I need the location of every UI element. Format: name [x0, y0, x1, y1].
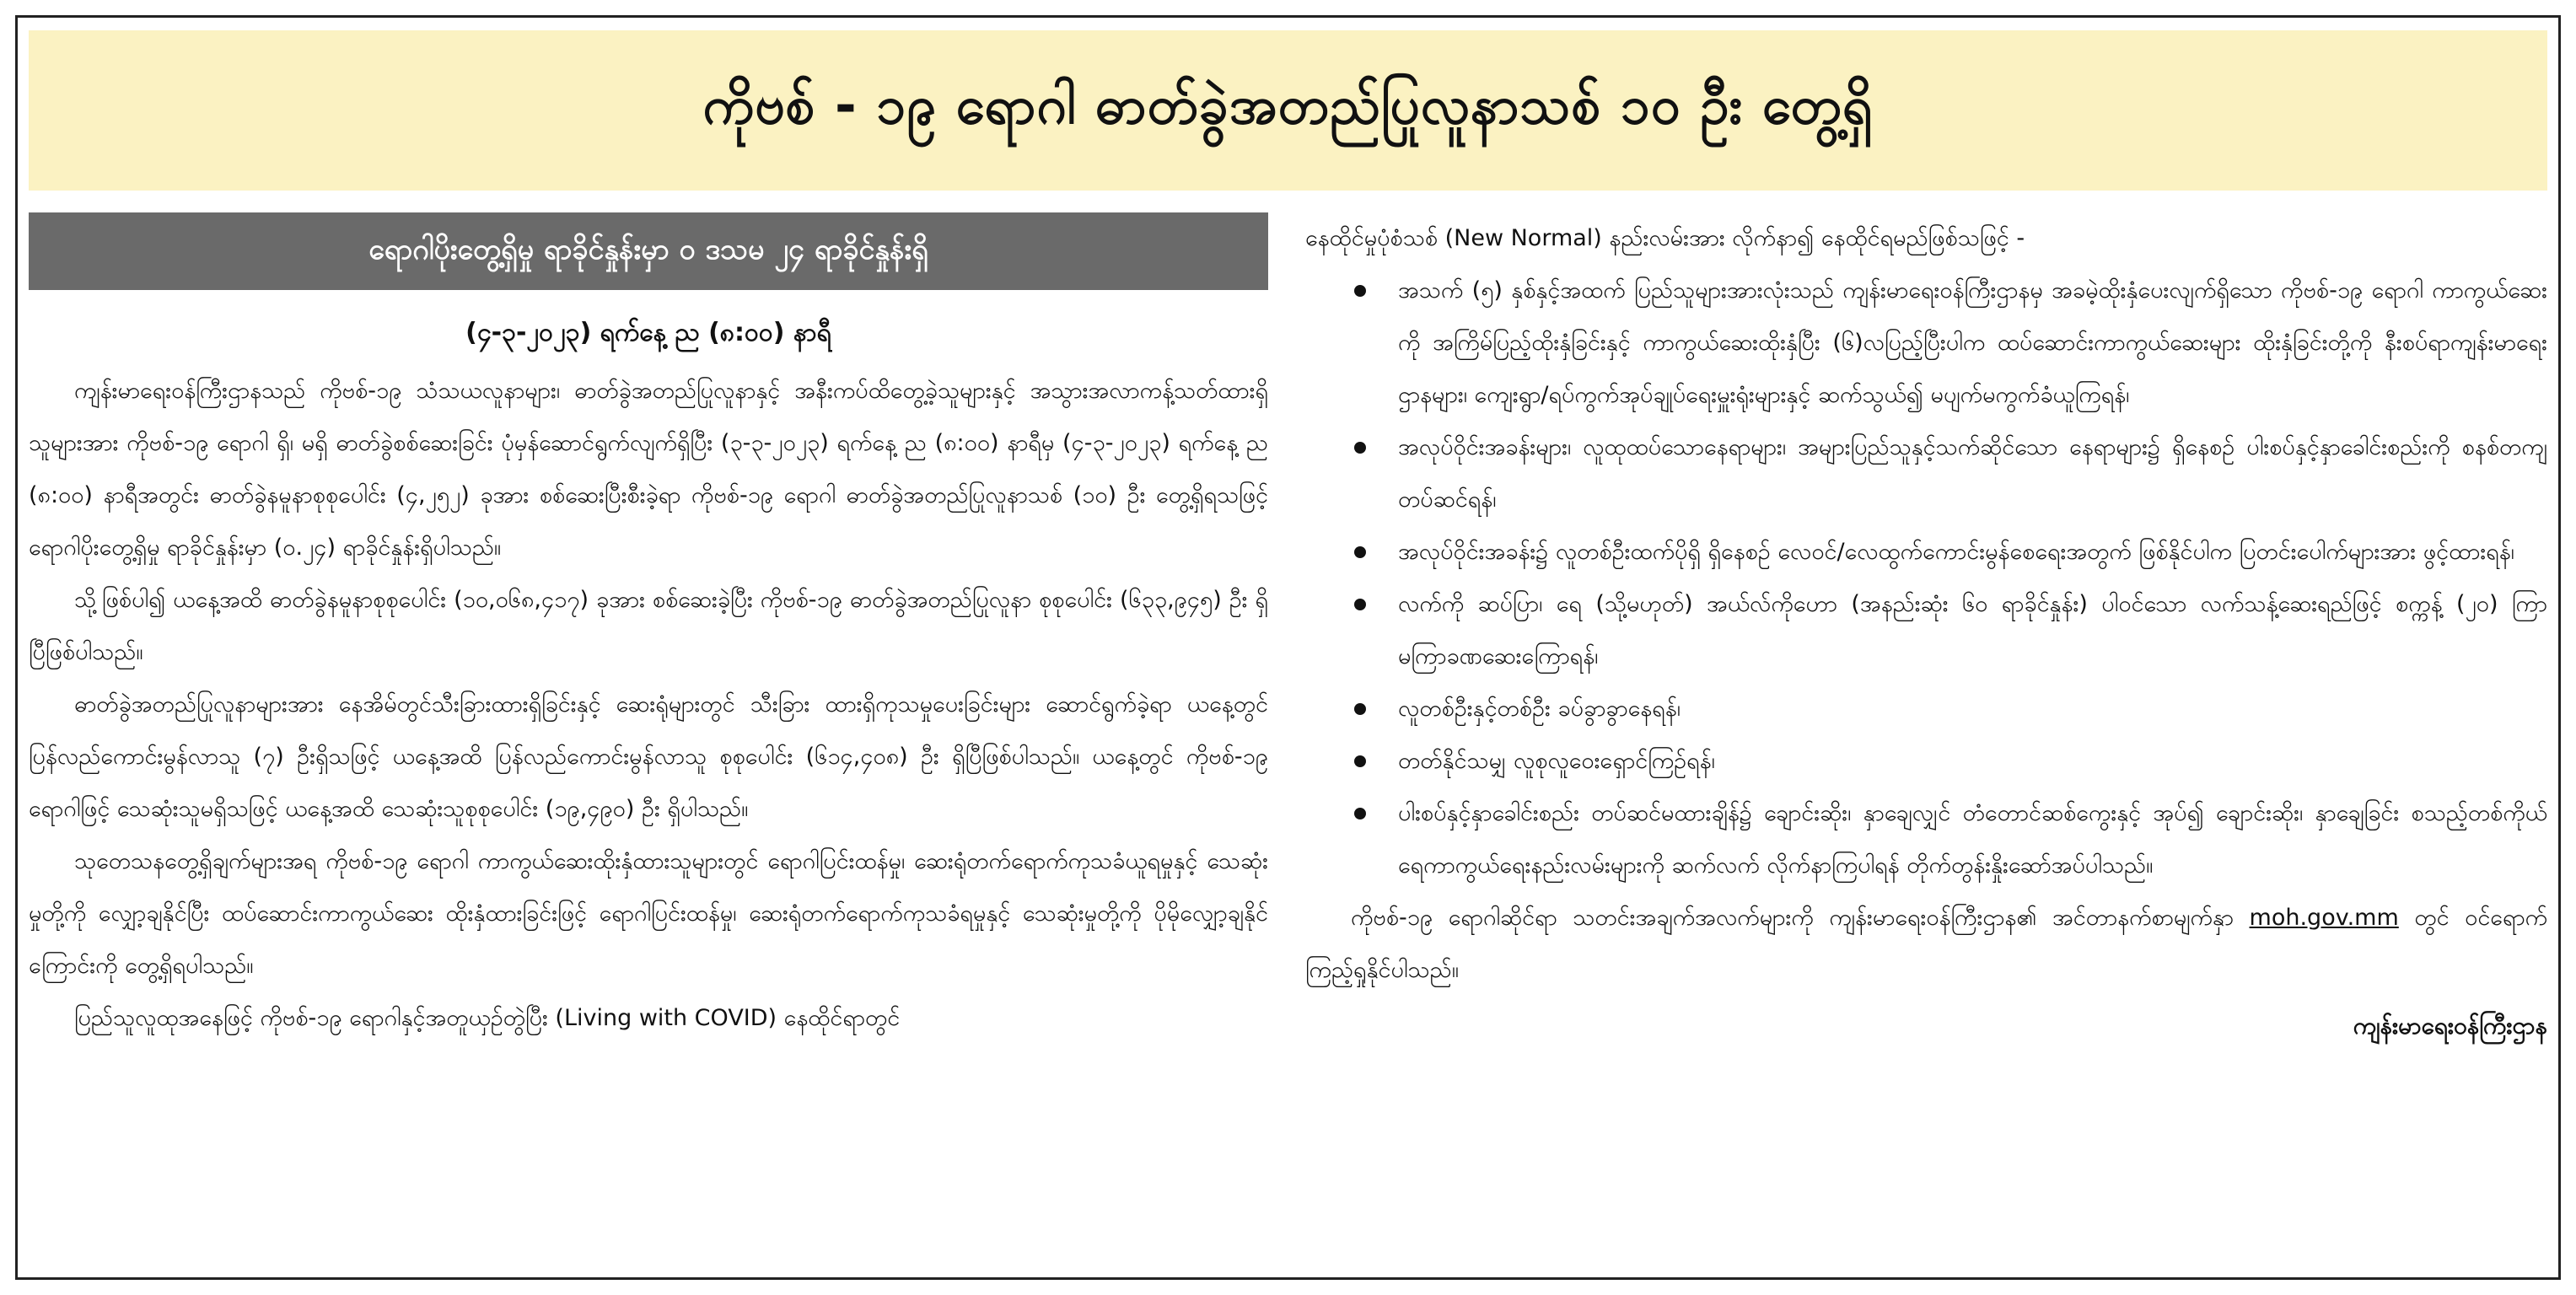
bullet-icon: [1354, 442, 1366, 454]
subheadline: ရောဂါပိုးတွေ့ရှိမှု ရာခိုင်နှုန်းမှာ ၀ ဒသမ ၂၄ ရာခိုင်နှုန်းရှိ: [368, 232, 928, 266]
bullet-icon: [1354, 546, 1366, 558]
list-item: [1305, 735, 2547, 787]
list-item: [1305, 422, 2547, 526]
paragraph-living-with-covid: ပြည်သူလူထုအနေဖြင့် ကိုဗစ်-၁၉ ရောဂါနှင့်အတူယှဉ်တွဲပြီး (Living with COVID) နေထိုင်ရာတွင်: [74, 1005, 901, 1031]
paragraph-recovery: ဓာတ်ခွဲအတည်ပြုလူနာများအား နေအိမ်တွင်သီးခြားထားရှိခြင်းနှင့် ဆေးရုံများတွင် သီးခြား ထားရှိကုသမှုပေးခြင်းများ ဆောင်ရွက်ခဲ့ရာ ယနေ့တွင် ပြန်လည်ကောင်းမွန်လာသူ (၇) ဦးရှိသဖြင့် ယနေ့အထိ ပြန်လည်ကောင်းမွန်လာသူ စုစုပေါင်း (၆၁၄,၄၀၈) ဦး ရှိပြီဖြစ်ပါသည်။ ယနေ့တွင် ကိုဗစ်-၁၉ ရောဂါဖြင့် သေဆုံးသူမရှိသဖြင့် ယနေ့အထိ သေဆုံးသူစုစုပေါင်း (၁၉,၄၉၀) ဦး ရှိပါသည်။: [29, 691, 1268, 822]
list-item: [1305, 787, 2547, 892]
list-item-text: အလုပ်ဝိုင်းအခန်းများ၊ လူထုထပ်သောနေရာများ၊ အများပြည်သူနှင့်သက်ဆိုင်သော နေရာများ၌ ရှိနေစဉ် ပါးစပ်နှင့်နှာခေါင်းစည်းကို စနစ်တကျတပ်ဆင်ရန်၊: [1398, 434, 2547, 513]
closing-paragraph: [1305, 892, 2547, 997]
list-item: [1305, 578, 2547, 683]
subheadline-bar: [29, 212, 1268, 290]
signature: ကျန်းမာရေးဝန်ကြီးဌာန: [2353, 1012, 2547, 1040]
bullet-icon: [1354, 808, 1366, 819]
right-column: [1305, 212, 2547, 1266]
headline-banner: [29, 30, 2547, 191]
list-item-text: ပါးစပ်နှင့်နှာခေါင်းစည်း တပ်ဆင်မထားချိန်၌ ချောင်းဆိုး၊ နှာချေလျှင် တံတောင်ဆစ်ကွေးနှင့် အုပ်၍ ချောင်းဆိုး၊ နှာချေခြင်း စသည့်တစ်ကိုယ်ရေကာကွယ်ရေးနည်းလမ်းများကို ဆက်လက် လိုက်နာကြပါရန် တိုက်တွန်းနှိုးဆော်အပ်ပါသည်။: [1398, 800, 2547, 879]
bullet-icon: [1354, 755, 1366, 767]
website-link[interactable]: moh.gov.mm: [2249, 905, 2399, 931]
list-item-text: အလုပ်ဝိုင်းအခန်း၌ လူတစ်ဦးထက်ပိုရှိ ရှိနေစဉ် လေဝင်/လေထွက်ကောင်းမွန်စေရေးအတွက် ဖြစ်နိုင်ပါက ပြတင်းပေါက်များအား ဖွင့်ထားရန်၊: [1398, 539, 2514, 565]
list-item: [1305, 683, 2547, 735]
paragraph-totals: သို့ဖြစ်ပါ၍ ယနေ့အထိ ဓာတ်ခွဲနမူနာစုစုပေါင်း (၁၀,၀၆၈,၄၁၇) ခုအား စစ်ဆေးခဲ့ပြီး ကိုဗစ်-၁၉ ဓာတ်ခွဲအတည်ပြုလူနာ စုစုပေါင်း (၆၃၃,၉၄၅) ဦး ရှိပြီဖြစ်ပါသည်။: [29, 587, 1268, 665]
bullet-icon: [1354, 599, 1366, 610]
closing-text-start: ကိုဗစ်-၁၉ ရောဂါဆိုင်ရာ သတင်းအချက်အလက်များကို ကျန်းမာရေးဝန်ကြီးဌာန၏ အင်တာနက်စာမျက်နှာ: [1351, 905, 2250, 931]
list-item-text: အသက် (၅) နှစ်နှင့်အထက် ပြည်သူများအားလုံးသည် ကျန်းမာရေးဝန်ကြီးဌာနမှ အခမဲ့ထိုးနှံပေးလျက်ရှိသော ကိုဗစ်-၁၉ ရောဂါ ကာကွယ်ဆေးကို အကြိမ်ပြည့်ထိုးနှံခြင်းနှင့် ကာကွယ်ဆေးထိုးနှံပြီး (၆)လပြည့်ပြီးပါက ထပ်ဆောင်းကာကွယ်ဆေးများ ထိုးနှံခြင်းတို့ကို နီးစပ်ရာကျန်းမာရေးဌာနများ၊ ကျေးရွာ/ရပ်ကွက်အုပ်ချုပ်ရေးမှူးရုံးများနှင့် ဆက်သွယ်၍ မပျက်မကွက်ခံယူကြရန်၊: [1398, 277, 2547, 408]
left-column: [29, 212, 1268, 1266]
paragraph-research: သုတေသနတွေ့ရှိချက်များအရ ကိုဗစ်-၁၉ ရောဂါ ကာကွယ်ဆေးထိုးနှံထားသူများတွင် ရောဂါပြင်းထန်မှု၊ ဆေးရုံတက်ရောက်ကုသခံယူရမှုနှင့် သေဆုံးမှုတို့ကို လျှော့ချနိုင်ပြီး ထပ်ဆောင်းကာကွယ်ဆေး ထိုးနှံထားခြင်းဖြင့် ရောဂါပြင်းထန်မှု၊ ဆေးရုံတက်ရောက်ကုသခံရမှုနှင့် သေဆုံးမှုတို့ကို ပိုမိုလျှော့ချနိုင်ကြောင်းကို တွေ့ရှိရပါသည်။: [29, 848, 1268, 979]
paragraph-testing: ကျန်းမာရေးဝန်ကြီးဌာနသည် ကိုဗစ်-၁၉ သံသယလူနာများ၊ ဓာတ်ခွဲအတည်ပြုလူနာနှင့် အနီးကပ်ထိတွေ့ခဲ့သူများနှင့် အသွားအလာကန့်သတ်ထားရှိသူများအား ကိုဗစ်-၁၉ ရောဂါ ရှိ၊ မရှိ ဓာတ်ခွဲစစ်ဆေးခြင်း ပုံမှန်ဆောင်ရွက်လျက်ရှိပြီး (၃-၃-၂၀၂၃) ရက်နေ့ ည (၈:၀၀) နာရီမှ (၄-၃-၂၀၂၃) ရက်နေ့ ည (၈:၀၀) နာရီအတွင်း ဓာတ်ခွဲနမူနာစုစုပေါင်း (၄,၂၅၂) ခုအား စစ်ဆေးပြီးစီးခဲ့ရာ ကိုဗစ်-၁၉ ရောဂါ ဓာတ်ခွဲအတည်ပြုလူနာသစ် (၁၀) ဦး တွေ့ရှိရသဖြင့် ရောဂါပိုးတွေ့ရှိမှု ရာခိုင်နှုန်းမှာ (၀.၂၄) ရာခိုင်နှုန်းရှိပါသည်။: [29, 378, 1268, 561]
guideline-list: [1305, 265, 2547, 892]
list-item: [1305, 526, 2547, 578]
list-item-text: လူတစ်ဦးနှင့်တစ်ဦး ခပ်ခွာခွာနေရန်၊: [1398, 696, 1681, 722]
bullet-icon: [1354, 703, 1366, 715]
list-item-text: လက်ကို ဆပ်ပြာ၊ ရေ (သို့မဟုတ်) အယ်လ်ကိုဟော (အနည်းဆုံး ၆၀ ရာခိုင်နှုန်း) ပါဝင်သော လက်သန့်ဆေးရည်ဖြင့် စက္ကန့် (၂၀) ကြာ မကြာခဏဆေးကြောရန်၊: [1398, 591, 2547, 669]
list-item: [1305, 265, 2547, 422]
headline: ကိုဗစ် - ၁၉ ရောဂါ ဓာတ်ခွဲအတည်ပြုလူနာသစ် ၁၀ ဦး တွေ့ရှိ: [702, 73, 1874, 136]
closing-text-end: တွင် ဝင်ရောက်ကြည့်ရှုနိုင်ပါသည်။: [1305, 905, 2547, 983]
list-item-text: တတ်နိုင်သမျှ လူစုလူဝေးရှောင်ကြဉ်ရန်၊: [1398, 748, 1715, 774]
dateline: (၄-၃-၂၀၂၃) ရက်နေ့ ည (၈:၀၀) နာရီ: [465, 318, 831, 347]
bullet-icon: [1354, 285, 1366, 297]
new-normal-intro: နေထိုင်မှုပုံစံသစ် (New Normal) နည်းလမ်းအား လိုက်နာ၍ နေထိုင်ရမည်ဖြစ်သဖြင့် -: [1305, 225, 2025, 251]
